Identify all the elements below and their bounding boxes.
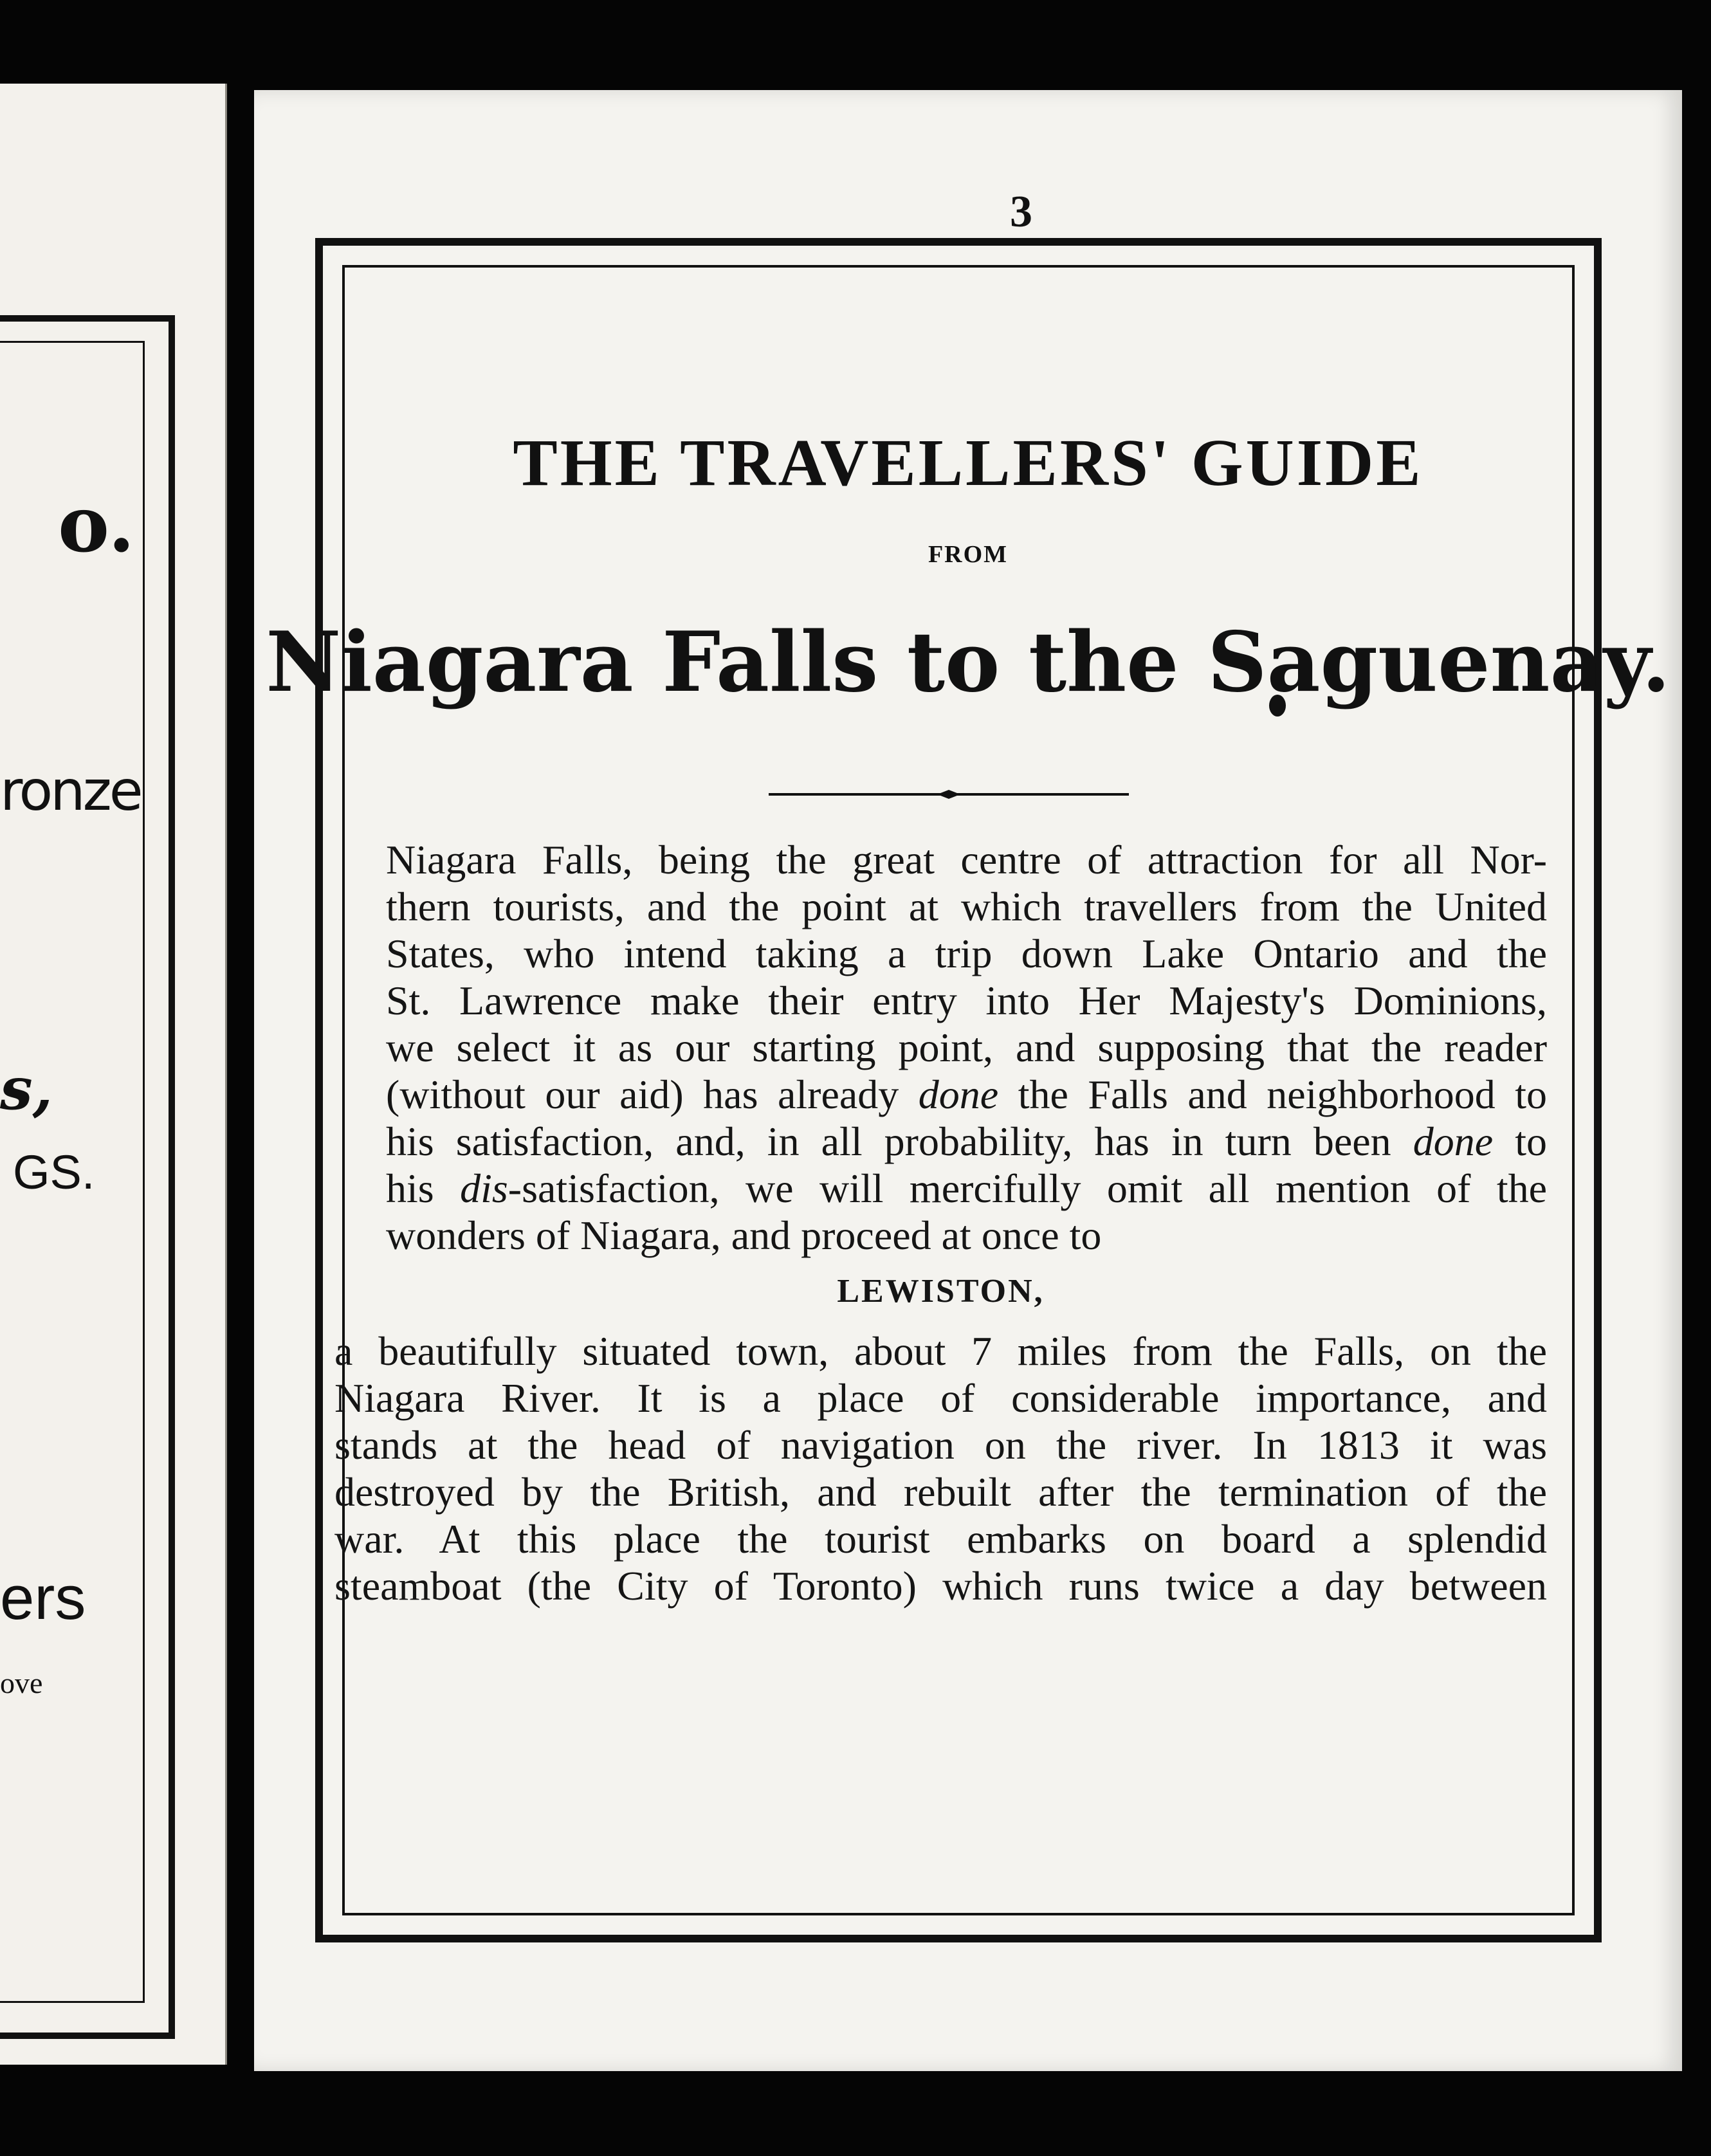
text-line: a beautifully situated town, about 7 miles from the Falls, on the	[334, 1328, 1547, 1374]
body-text	[334, 836, 1547, 1609]
text-line: destroyed by the British, and rebuilt after the termination of the	[334, 1469, 1547, 1515]
left-facing-page	[0, 84, 227, 2065]
left-fragment-3: s,	[0, 1055, 53, 1123]
left-fragment-4: GS.	[13, 1146, 95, 1199]
section-heading-lewiston: LEWISTON,	[837, 1273, 1045, 1310]
left-fragment-1: o.	[58, 479, 135, 570]
paragraph-niagara	[334, 836, 1547, 1259]
text-line: we select it as our starting point, and supposing that the reader	[386, 1025, 1547, 1070]
text-line: steamboat (the City of Toronto) which runs twice a day between	[334, 1563, 1547, 1609]
emphasis-dis: dis	[460, 1165, 508, 1211]
text-line: thern tourists, and the point at which travellers from the United	[386, 884, 1547, 929]
left-fragment-2: ronze	[0, 759, 141, 823]
text-line: stands at the head of navigation on the river. In 1813 it was	[334, 1422, 1547, 1468]
emphasis-done: done	[918, 1072, 999, 1117]
text-line: St. Lawrence make their entry into Her Majesty's Dominions,	[386, 978, 1547, 1023]
page-subtitle: Niagara Falls to the Saguenay.	[266, 614, 1670, 711]
page-number: 3	[1010, 187, 1032, 237]
page-title: THE TRAVELLERS' GUIDE	[513, 426, 1423, 500]
text-line: his satisfaction, and, in all probability, has in turn been done to	[386, 1119, 1548, 1164]
text-line: Niagara Falls, being the great centre of attraction for all Nor-	[386, 837, 1547, 882]
emphasis-done: done	[1413, 1119, 1494, 1164]
text-line: wonders of Niagara, and proceed at once to	[386, 1212, 1102, 1258]
text-line: war. At this place the tourist embarks on board a splendid	[334, 1516, 1547, 1562]
ornamental-rule	[769, 785, 1129, 804]
text-line: States, who intend taking a trip down Lake Ontario and the	[386, 931, 1547, 976]
text-line: Niagara River. It is a place of considerable importance, and	[334, 1375, 1547, 1421]
text-line: (without our aid) has already done the Falls and neighborhood to	[386, 1072, 1548, 1117]
paragraph-lewiston	[334, 1328, 1547, 1609]
from-label: FROM	[928, 541, 1009, 568]
book-page	[254, 90, 1682, 2071]
text-line: his dis-satisfaction, we will mercifully omit all mention of the	[386, 1165, 1548, 1211]
left-fragment-6: ove	[0, 1667, 43, 1699]
left-fragment-5: ers	[0, 1564, 86, 1632]
